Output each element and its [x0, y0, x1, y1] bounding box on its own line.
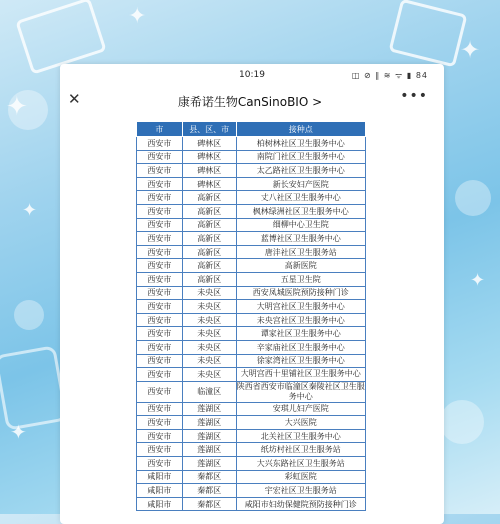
table-row — [137, 368, 366, 382]
cell-site: 纸坊村社区卫生服务站 — [236, 443, 365, 457]
cell-district: 高新区 — [182, 259, 236, 273]
phone-screen — [60, 64, 444, 524]
cell-city: 西安市 — [137, 402, 183, 416]
cell-site: 蓝博社区卫生服务中心 — [236, 232, 365, 246]
page-title[interactable]: 康希诺生物CanSinoBIO > — [177, 95, 323, 109]
star-icon: ✦ — [128, 4, 147, 29]
cell-site: 陕西省西安市临潼区秦陵社区卫生服务中心 — [236, 381, 365, 401]
cell-site: 安琪儿妇产医院 — [236, 402, 365, 416]
cell-district: 未央区 — [182, 340, 236, 354]
cell-city: 西安市 — [137, 381, 183, 402]
gift-icon — [0, 345, 68, 431]
cell-site: 大明宫西十里铺社区卫生服务中心 — [236, 368, 365, 382]
more-icon[interactable]: ••• — [400, 88, 428, 104]
cell-district: 秦都区 — [182, 470, 236, 484]
status-bar — [60, 64, 444, 86]
cell-city: 西安市 — [137, 177, 183, 191]
status-icons: ◫ ⊘ ∥ ≋ ᯤ ▮ 84 — [351, 71, 428, 80]
table-row — [137, 416, 366, 430]
cell-city: 西安市 — [137, 340, 183, 354]
cell-city: 咸阳市 — [137, 470, 183, 484]
cell-district: 临潼区 — [182, 381, 236, 402]
nav-bar — [60, 86, 444, 116]
table-row — [137, 457, 366, 471]
cell-site: 太乙路社区卫生服务中心 — [236, 164, 365, 178]
cell-district: 莲湖区 — [182, 429, 236, 443]
cell-site: 枫林绿洲社区卫生服务中心 — [236, 204, 365, 218]
cell-city: 西安市 — [137, 164, 183, 178]
cell-site: 谭家社区卫生服务中心 — [236, 327, 365, 341]
decor-bubble — [440, 400, 484, 444]
close-icon[interactable]: ✕ — [68, 90, 81, 108]
cell-district: 未央区 — [182, 300, 236, 314]
cell-site: 大兴东路社区卫生服务站 — [236, 457, 365, 471]
cell-site: 咸阳市妇幼保健院预防接种门诊 — [236, 497, 365, 511]
cell-district: 未央区 — [182, 313, 236, 327]
cell-city: 西安市 — [137, 327, 183, 341]
cell-site: 宇宏社区卫生服务站 — [236, 484, 365, 498]
header-district: 县、区、市 — [182, 122, 236, 137]
cell-city: 西安市 — [137, 150, 183, 164]
cell-site: 新长安妇产医院 — [236, 177, 365, 191]
cell-district: 莲湖区 — [182, 443, 236, 457]
table-row — [137, 137, 366, 151]
table-row — [137, 340, 366, 354]
decor-bubble — [455, 180, 491, 216]
cell-city: 西安市 — [137, 457, 183, 471]
table-row — [137, 272, 366, 286]
cell-site: 徐家湾社区卫生服务中心 — [236, 354, 365, 368]
table-row — [137, 313, 366, 327]
cell-district: 碑林区 — [182, 150, 236, 164]
table-row — [137, 443, 366, 457]
star-icon: ✦ — [6, 92, 28, 122]
cell-site: 未央宫社区卫生服务中心 — [236, 313, 365, 327]
cell-city: 西安市 — [137, 443, 183, 457]
cell-site: 北关社区卫生服务中心 — [236, 429, 365, 443]
cell-site: 南院门社区卫生服务中心 — [236, 150, 365, 164]
table-row — [137, 245, 366, 259]
star-icon: ✦ — [22, 200, 38, 221]
cell-site: 五星卫生院 — [236, 272, 365, 286]
cell-site: 大明宫社区卫生服务中心 — [236, 300, 365, 314]
table-row — [137, 286, 366, 300]
cell-site: 丈八社区卫生服务中心 — [236, 191, 365, 205]
table-row — [137, 177, 366, 191]
cell-city: 西安市 — [137, 300, 183, 314]
table-row — [137, 150, 366, 164]
table-row — [137, 232, 366, 246]
cell-district: 碑林区 — [182, 177, 236, 191]
table-row — [137, 327, 366, 341]
table-row — [137, 300, 366, 314]
cell-district: 未央区 — [182, 286, 236, 300]
cell-district: 碑林区 — [182, 164, 236, 178]
cell-district: 高新区 — [182, 245, 236, 259]
cell-city: 西安市 — [137, 204, 183, 218]
cell-district: 未央区 — [182, 354, 236, 368]
cell-city: 西安市 — [137, 313, 183, 327]
cell-site: 高新医院 — [236, 259, 365, 273]
star-icon: ✦ — [10, 420, 27, 444]
cell-city: 西安市 — [137, 416, 183, 430]
cell-site: 彩虹医院 — [236, 470, 365, 484]
decor-bubble — [14, 300, 44, 330]
cell-district: 秦都区 — [182, 484, 236, 498]
cell-site: 柏树林社区卫生服务中心 — [236, 137, 365, 151]
envelope-icon — [388, 0, 467, 67]
decor-bubble — [8, 90, 48, 130]
cell-city: 西安市 — [137, 354, 183, 368]
table-row — [137, 259, 366, 273]
cell-city: 西安市 — [137, 191, 183, 205]
cell-city: 咸阳市 — [137, 484, 183, 498]
cell-city: 西安市 — [137, 218, 183, 232]
cell-city: 咸阳市 — [137, 497, 183, 511]
vaccination-sites-table — [136, 121, 366, 511]
table-row — [137, 354, 366, 368]
table-row — [137, 191, 366, 205]
cell-district: 未央区 — [182, 327, 236, 341]
cell-site: 细柳中心卫生院 — [236, 218, 365, 232]
table-row — [137, 204, 366, 218]
cell-district: 高新区 — [182, 191, 236, 205]
status-time: 10:19 — [239, 70, 265, 80]
table-row — [137, 484, 366, 498]
cell-district: 未央区 — [182, 368, 236, 382]
cell-district: 莲湖区 — [182, 416, 236, 430]
header-city: 市 — [137, 122, 183, 137]
cell-site: 大兴医院 — [236, 416, 365, 430]
cell-district: 碑林区 — [182, 137, 236, 151]
cell-city: 西安市 — [137, 232, 183, 246]
header-site: 接种点 — [236, 122, 365, 137]
cell-city: 西安市 — [137, 137, 183, 151]
star-icon: ✦ — [470, 270, 486, 291]
star-icon: ✦ — [460, 36, 481, 64]
table-row — [137, 381, 366, 402]
table-row — [137, 497, 366, 511]
cell-city: 西安市 — [137, 429, 183, 443]
cell-city: 西安市 — [137, 245, 183, 259]
table-row — [137, 429, 366, 443]
cell-site: 西安凤城医院预防接种门诊 — [236, 286, 365, 300]
cell-district: 莲湖区 — [182, 402, 236, 416]
cell-district: 高新区 — [182, 232, 236, 246]
cell-district: 高新区 — [182, 204, 236, 218]
cell-district: 莲湖区 — [182, 457, 236, 471]
cell-site: 唐沣社区卫生服务站 — [236, 245, 365, 259]
cell-district: 高新区 — [182, 272, 236, 286]
table-row — [137, 402, 366, 416]
cell-city: 西安市 — [137, 368, 183, 382]
cell-site: 辛家庙社区卫生服务中心 — [236, 340, 365, 354]
cell-city: 西安市 — [137, 259, 183, 273]
cell-district: 秦都区 — [182, 497, 236, 511]
cell-city: 西安市 — [137, 286, 183, 300]
table-row — [137, 470, 366, 484]
cell-city: 西安市 — [137, 272, 183, 286]
table-row — [137, 218, 366, 232]
table-row — [137, 164, 366, 178]
cell-district: 高新区 — [182, 218, 236, 232]
